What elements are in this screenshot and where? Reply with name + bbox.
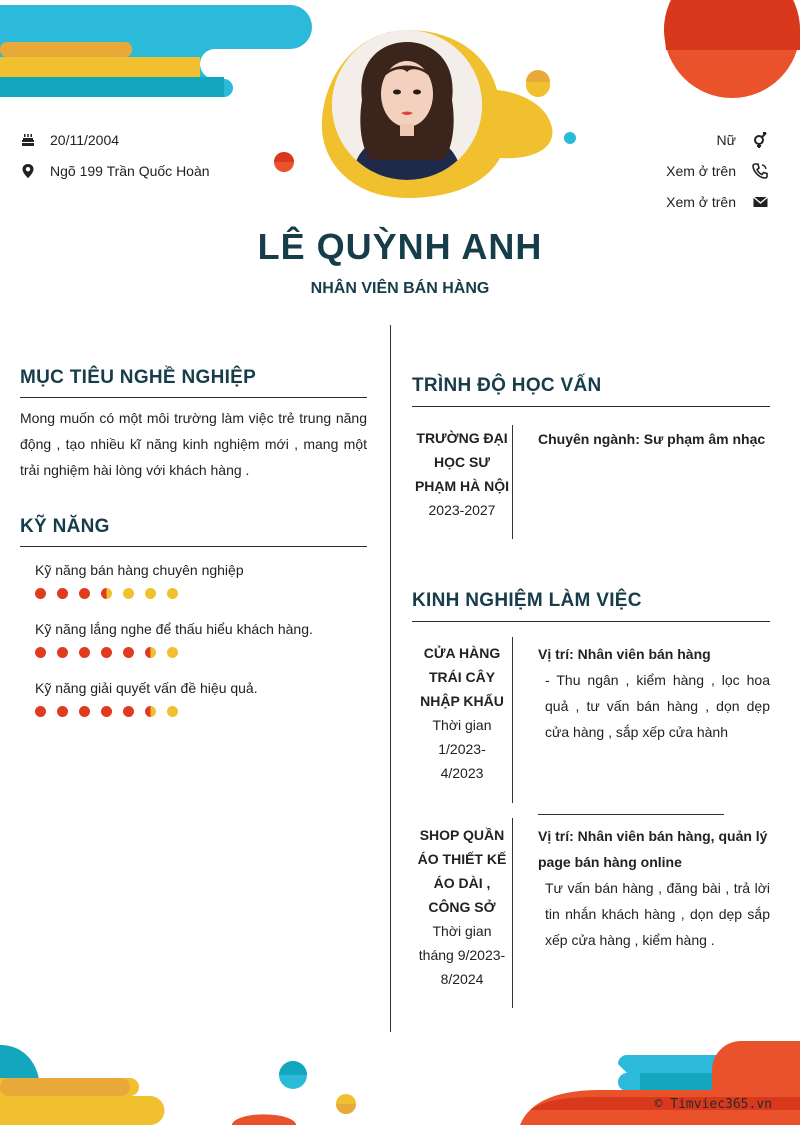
experience-separator [538, 814, 724, 815]
education-detail [538, 426, 770, 452]
experience-time-line: 4/2023 [440, 765, 484, 781]
skill-label: Kỹ năng bán hàng chuyên nghiệp [35, 562, 244, 578]
objective-text: Mong muốn có một môi trường làm việc trẻ trung năng động , tạo nhiều kĩ năng kinh nghiệm mới , mang một trải nghiệm hài lòng với khách hàng . [20, 410, 367, 478]
job-title: NHÂN VIÊN BÁN HÀNG [310, 280, 490, 297]
skill-dot-full [79, 588, 90, 599]
skill-dot-empty [123, 588, 134, 599]
skill-dot-full [101, 647, 112, 658]
skill-dot-full [123, 706, 134, 717]
company-name-line: CÔNG SỞ [428, 899, 496, 915]
birthday-cake-icon [20, 132, 36, 148]
experience-description: - Thu ngân , kiểm hàng , lọc hoa quả , tư vấn bán hàng , dọn dẹp cửa hàng , sắp xếp cửa hành [545, 672, 770, 740]
phone-icon [752, 163, 768, 179]
company-name-line: SHOP QUẦN [419, 827, 505, 843]
skill-dot-full [35, 588, 46, 599]
objective-underline [20, 397, 367, 398]
experience-underline [412, 621, 770, 622]
experience-time-line: 8/2024 [440, 971, 484, 987]
skills-title: KỸ NĂNG [20, 516, 110, 537]
company-name-line: TRÁI CÂY [428, 669, 496, 685]
phone-row [666, 155, 768, 186]
experience-time-line: 1/2023- [438, 741, 486, 757]
skill-dot-empty [167, 706, 178, 717]
school-block [412, 426, 512, 522]
experience-time-line: tháng 9/2023- [418, 947, 506, 963]
experience-vline [512, 818, 513, 1008]
skill-dot-full [35, 647, 46, 658]
skill-dot-full [57, 647, 68, 658]
experience-detail [538, 823, 770, 953]
skill-dot-empty [167, 647, 178, 658]
experience-position: Vị trí: Nhân viên bán hàng, quản lý page bán hàng online [538, 828, 768, 870]
mail-icon [752, 194, 768, 210]
phone-text: Xem ở trên [666, 162, 736, 179]
skill-rating [35, 588, 189, 599]
skill-dot-full [79, 706, 90, 717]
gender-text: Nữ [716, 131, 736, 148]
candidate-name: LÊ QUỲNH ANH [257, 226, 543, 267]
address-row [20, 155, 210, 186]
experience-company-block [412, 823, 512, 991]
school-name-line: TRƯỜNG ĐẠI [416, 430, 508, 446]
email-row [666, 186, 768, 217]
contact-right [666, 124, 768, 217]
column-divider [390, 325, 391, 1032]
skill-dot-full [123, 647, 134, 658]
skill-dot-full [57, 706, 68, 717]
skills-underline [20, 546, 367, 547]
skill-dot-empty [167, 588, 178, 599]
experience-description: Tư vấn bán hàng , đăng bài , trả lời tin nhắn khách hàng , dọn dẹp sắp xếp cửa hàng , kiểm hàng . [545, 880, 770, 948]
skill-dot-full [79, 647, 90, 658]
skill-dot-empty [145, 588, 156, 599]
education-underline [412, 406, 770, 407]
email-text: Xem ở trên [666, 193, 736, 210]
company-name-line: ÁO THIẾT KẾ [417, 851, 507, 867]
major-text: Chuyên ngành: Sư phạm âm nhạc [538, 431, 766, 447]
skill-dot-half [101, 588, 112, 599]
education-title: TRÌNH ĐỘ HỌC VẤN [412, 375, 602, 396]
experience-time-line: Thời gian [432, 923, 492, 939]
contact-left [20, 124, 210, 186]
skill-dot-full [57, 588, 68, 599]
experience-time-line: Thời gian [432, 717, 492, 733]
school-name-line: PHẠM HÀ NỘI [414, 478, 510, 494]
objective-title: MỤC TIÊU NGHỀ NGHIỆP [20, 367, 257, 388]
birthday-row [20, 124, 210, 155]
profile-photo [332, 30, 482, 180]
watermark: © Timviec365.vn [654, 1097, 772, 1112]
skill-dot-half [145, 647, 156, 658]
gender-row [666, 124, 768, 155]
experience-title: KINH NGHIỆM LÀM VIỆC [412, 590, 642, 611]
gender-icon [752, 132, 768, 148]
experience-detail [538, 641, 770, 745]
skill-dot-full [35, 706, 46, 717]
birthday-text: 20/11/2004 [50, 131, 120, 148]
company-name-line: CỬA HÀNG [423, 645, 501, 661]
skill-dot-half [145, 706, 156, 717]
experience-company-block [412, 641, 512, 785]
location-pin-icon [20, 163, 36, 179]
skill-rating [35, 706, 189, 717]
address-text: Ngõ 199 Trần Quốc Hoàn [50, 162, 210, 179]
school-years: 2023-2027 [428, 502, 496, 518]
education-vline [512, 425, 513, 539]
experience-vline [512, 637, 513, 803]
skill-dot-full [101, 706, 112, 717]
school-name-line: HỌC SƯ [434, 454, 490, 470]
company-name-line: ÁO DÀI , [433, 875, 491, 891]
company-name-line: NHẬP KHẨU [420, 693, 504, 709]
experience-position: Vị trí: Nhân viên bán hàng [538, 646, 711, 662]
skill-label: Kỹ năng lắng nghe để thấu hiểu khách hàng. [35, 621, 313, 637]
skill-rating [35, 647, 189, 658]
skill-label: Kỹ năng giải quyết vấn đề hiệu quả. [35, 680, 258, 696]
